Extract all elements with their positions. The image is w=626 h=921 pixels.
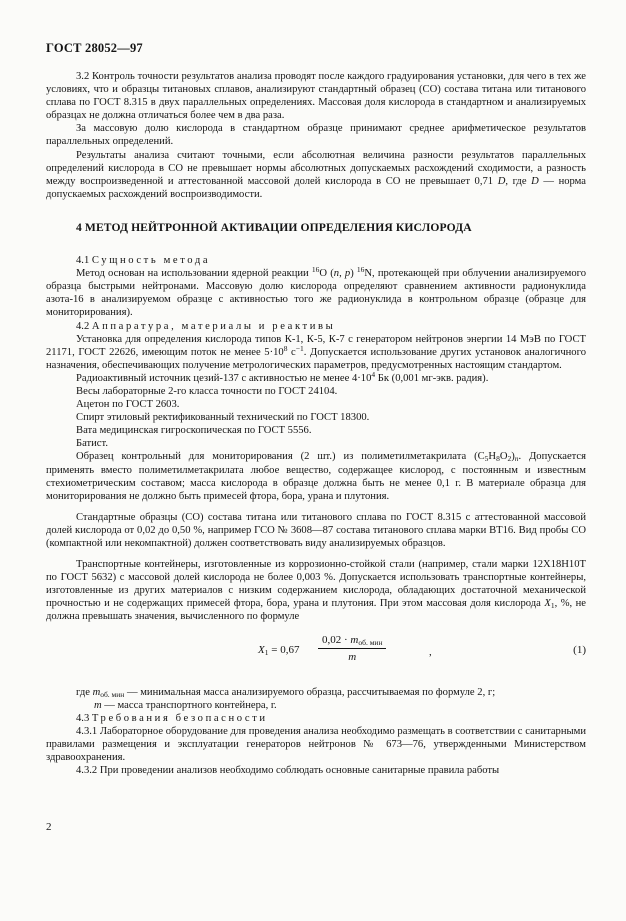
paragraph-radioactive-source: Радиоактивный источник цезий-137 с активностью не менее $4\cdot 10^4$ Бк (0,001 мг-экв. радия). (76, 369, 489, 384)
paragraph-method-essence: Метод основан на использовании ядерной реакции $^{16}$O (n, p) $^{16}$N, протекающей при облучении анализируемого образца быстрыми нейтронами. Массовую долю кислорода определяют сравнением активности радионуклида азота-16 в анализируемом образце с активностью того же радионуклида в контрольном образце (образце для мониторирования). (46, 265, 587, 319)
material-item: Спирт этиловый ректификованный технический по ГОСТ 18300. (76, 412, 370, 424)
subsection-4-3-heading: 4.3 Требования безопасности (76, 712, 268, 724)
document-body (46, 70, 586, 777)
formula-1: $X_1 = 0,67$ $0,02 \cdot m_{об. мин}$ m , (1) (258, 633, 586, 663)
document-header: ГОСТ 28052—97 (46, 41, 143, 55)
subsection-4-1-heading: 4.1 Сущность метода (76, 255, 211, 267)
material-item: Ацетон по ГОСТ 2603. (76, 399, 180, 411)
formula-fraction (318, 634, 386, 664)
formula-lhs: $X_1 = 0,67$ (258, 643, 300, 657)
paragraph-mass-fraction: За массовую долю кислорода в стандартном образце принимают среднее арифметическое результатов параллельных определений. (46, 123, 586, 148)
material-item: Вата медицинская гигроскопическая по ГОСТ 5556. (76, 425, 312, 437)
paragraph-3-2: 3.2 Контроль точности результатов анализа проводят после каждого градуирования установки, для чего в тех же условиях, что и образцы титановых сплавов, анализируют стандартный образец (СО) состава титана или титанового сплава по ГОСТ 8.315 в двух параллельных определениях. Массовая доля кислорода в стандартном и анализируемых образцах не должна отличаться более чем в два раза. (46, 71, 586, 122)
formula-denominator: m (348, 650, 357, 663)
material-item: Весы лабораторные 2-го класса точности по ГОСТ 24104. (76, 385, 338, 397)
paragraph-transport-containers: Транспортные контейнеры, изготовленные из коррозионно-стойкой стали (например, стали марки 12Х18Н10Т по ГОСТ 5632) с массовой долей кислорода не более 0,003 %. Допускается использовать транспортные контейнеры, изготовленные из других материалов с низким содержанием кислорода, обладающих достаточной механической прочностью и не содержащих примесей фтора, бора, урана и плутония. При этом массовая доля кислорода $X_1$, %, не должна превышать значения, вычисленного по формуле (46, 559, 586, 623)
paragraph-4-3-1: 4.3.1 Лабораторное оборудование для проведения анализа необходимо размещать в соответствии с санитарными правилами размещения и эксплуатации генераторов нейтронов № 673—76, утвержденными Министерством здравоохранения. (46, 725, 586, 764)
paragraph-installation: Установка для определения кислорода типов К-1, К-5, К-7 с генератором нейтронов энергии 14 МэВ по ГОСТ 21171, ГОСТ 22626, имеющим поток не менее $5\cdot 10^8$ $с^{-1}$. Допускается использование других установок аналогичного назначения, обеспечивающих получение метрологических параметров, предусмотренных настоящим стандартом. (46, 333, 586, 371)
paragraph-4-3-2: 4.3.2 При проведении анализов необходимо соблюдать основные санитарные правила работы (76, 765, 500, 777)
subsection-4-2-heading: 4.2 Аппаратура, материалы и реактивы (76, 320, 336, 332)
formula-where-1: где $m_{об. мин}$ — минимальная масса анализируемого образца, рассчитываемая по формуле 2, г; (76, 686, 496, 699)
material-item: Батист. (76, 438, 108, 450)
formula-number: (1) (573, 643, 586, 656)
page-number: 2 (46, 821, 52, 833)
formula-numerator: $0,02 \cdot m_{об. мин}$ (318, 634, 386, 649)
section-4-title: 4 МЕТОД НЕЙТРОННОЙ АКТИВАЦИИ ОПРЕДЕЛЕНИЯ КИСЛОРОДА (76, 220, 472, 234)
formula-where-2: m — масса транспортного контейнера, г. (94, 699, 277, 711)
paragraph-results: Результаты анализа считают точными, если абсолютная величина разности результатов параллельных определений кислорода в СО не превышает нормы абсолютных допускаемых расхождений сходимости, а разность между воспроизведенной и аттестованной массовой долей кислорода в СО не превышает 0,71 D, где D — норма допускаемых расхождений воспроизводимости. (46, 149, 587, 200)
paragraph-standard-samples: Стандартные образцы (СО) состава титана или титанового сплава по ГОСТ 8.315 с аттестованной массовой долей кислорода от 0,02 до 0,50 %, например ГСО № 3608—87 состава титанового сплава марки ВТ16. Вид пробы СО (компактной или некомпактной) должен соответствовать виду анализируемых образцов. (46, 511, 586, 549)
paragraph-control-sample: Образец контрольный для мониторирования (2 шт.) из полиметилметакрилата $(C_5H_8O_2)_n$. Допускается применять вместо полиметилметакрилата любое вещество, содержащее кислород, с постоянным и известным стехиометрическим составом; масса кислорода в образце должна быть не менее 0,1 г. В материале образца для мониторирования не должно быть примесей фтора, бора, урана и плутония. (46, 451, 586, 502)
